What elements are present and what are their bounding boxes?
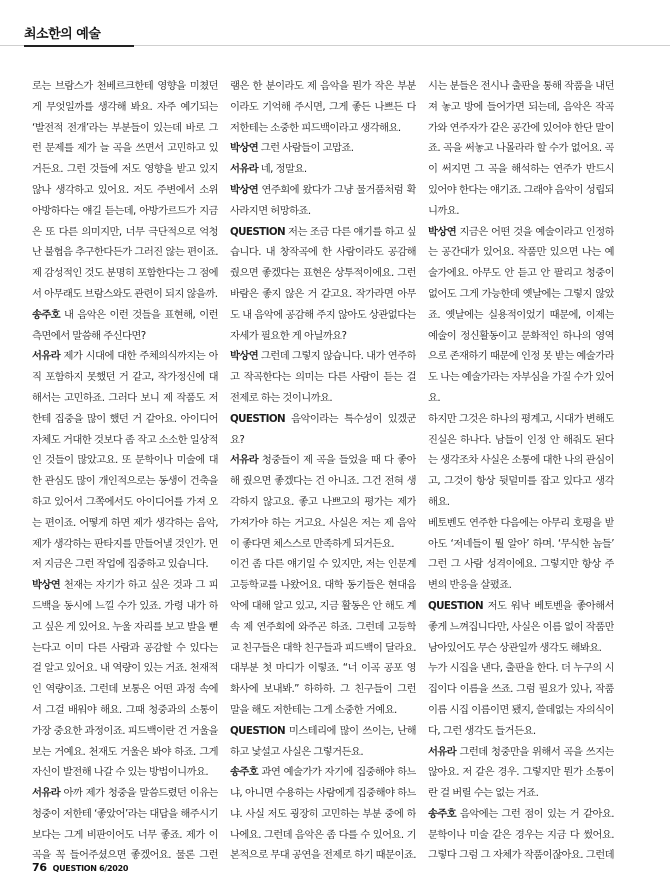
paragraph-text: 시는 분들은 전시나 출판을 통해 작품을 내던져 놓고 방에 들어가면 되는데, 음악은 작곡가와 연주자가 같은 공간에 있어야 한단 말이죠. 곡을 써놓고 나몰라라 할 수가 없어요. 곡이 써지면 그 곡을 해석하는 연주가 반드시 있어야 한다는 얘기죠. 그래야 음악이 성립되니까요. [428,80,614,217]
speaker-label: 박상연 [428,225,457,238]
speaker-label: QUESTION [230,724,285,737]
page-number: 76 [32,861,47,874]
paragraph [230,180,416,222]
paragraph [428,222,614,409]
speaker-label: 송주호 [428,807,457,820]
paragraph [428,742,614,804]
paragraph [230,721,416,763]
page-folio [32,861,128,874]
speaker-label: 박상연 [32,579,61,592]
paragraph [32,346,218,575]
paragraph-text: 그런 사람들이 고맙죠. [260,142,354,155]
section-title: 최소한의 예술 [24,27,101,42]
paragraph [428,513,614,596]
paragraph-text: 로는 브람스가 천베르크한테 영향을 미쳤던 게 무엇일까를 생각해 봐요. 자주 예기되는 ‘발전적 전개’라는 부분들이 있는데 바로 그런 문제를 제가 늘 곡을 쓰면서 고민하고 있거든요. 그런 것들에 저도 영향을 받고 있지 않나 생각하고 있어요. 저도 주변에서 소위 아방하다는 얘길 듣는데, 아방가르드가 지금은 또 다른 의미지만, 너무 극단적으로 억청난 불협음 추구한다든가 그러진 않는 편이죠. 제 감성적인 것도 분명히 포함한다는 그 점에서 아무래도 브람스와도 관련이 되지 않을까. [32,80,218,300]
speaker-label: 서유라 [32,350,61,363]
paragraph [428,409,614,513]
paragraph-text: 미스테리에 많이 쓰이는, 난해하고 낯설고 사실은 그렇거든요. [230,724,416,758]
paragraph-text: 음악이라는 특수성이 있겠군요? [230,412,416,446]
paragraph-text: 저는 조금 다른 얘기를 하고 싶습니다. 내 창작곡에 한 사람이라도 공감해 줬으면 좋겠다는 표현은 상투적이에요. 그런 바람은 좋지 않은 거 같고요. 작가라면 아무도 내 음악에 공감해 주지 않아도 상관없다는 자세가 필요한 게 아닐까요? [230,225,416,342]
paragraph-text: 램은 한 분이라도 제 음악을 뭔가 작은 부분이라도 기억해 주시면, 그게 좋든 나쁘든 다 저한테는 소중한 피드백이라고 생각해요. [230,80,416,134]
speaker-label: QUESTION [230,225,285,238]
speaker-label: 박상연 [230,350,259,363]
paragraph [230,450,416,554]
header-rule-accent [24,45,134,47]
paragraph [230,222,416,347]
speaker-label: 박상연 [230,183,259,196]
paragraph-text: 네, 정말요. [260,163,307,176]
text-column-1 [32,76,218,866]
paragraph-text: 그런데 청중만을 위해서 곡을 쓰지는 않아요. 저 같은 경우. 그렇지만 뭔가 소통이란 걸 버릴 수는 없는 거죠. [428,745,614,800]
paragraph [230,138,416,159]
text-column-3 [428,76,614,866]
speaker-label: 서유라 [428,745,457,758]
paragraph-text: 지금은 어떤 것을 예술이라고 인정하는 공간대가 있어요. 작품만 있으면 나는 예술가에요. 아무도 안 듣고 안 팔리고 청중이 없어도 그게 가능한데 옛날에는 그렇지 않았죠. 옛날에는 실용적이었기 때문에, 이제는 예술이 정신활동이고 문화적인 하나의 영역으로 존재하기 때문에 인정 못 받는 예술가라도 나는 예술가라는 자부심을 가질 수가 있어요. [428,225,614,404]
speaker-label: 송주호 [230,766,259,779]
magazine-issue: QUESTION 6/2020 [52,864,129,873]
paragraph [32,575,218,783]
paragraph-text: 천재는 자기가 하고 싶은 것과 그 피드백을 동시에 느낄 수가 있죠. 가령 내가 하고 싶은 게 있어요. 누울 자리를 보고 발을 뻗는다고 이미 다른 사람과 공감할 수 있다는 걸 알고 있어요. 내 역량이 있는 거죠. 천재적인 역량이죠. 그런데 보통은 어떤 과정 속에서 그걸 배워야 해요. 그때 청중과의 소통이 가장 중요한 과정이죠. 피드백이란 건 거울을 보는 거예요. 천재도 거울은 봐야 하죠. 그게 자신이 발전해 나갈 수 있는 방법이니까요. [32,579,218,779]
paragraph [32,76,218,305]
paragraph [32,783,218,866]
speaker-label: 송주호 [32,308,61,321]
speaker-label: 서유라 [230,454,259,467]
paragraph-text: 저도 워낙 베토벤을 좋아해서 좋게 느껴집니다만, 사실은 이름 없이 작품만 남아있어도 무슨 상관일까 생각도 해봐요. [428,599,614,654]
paragraph-text: 하지만 그것은 하나의 평계고, 시대가 변해도 진실은 하나다. 남들이 인정 안 해줘도 된다는 생각조차 사실은 소통에 대한 나의 관심이고, 그것이 항상 뒷덜미를 잡고 있다고 생각해요. [428,412,614,508]
paragraph [428,76,614,222]
paragraph [230,762,416,866]
paragraph-text: 음악에는 그런 점이 있는 거 같아요. 문학이나 미술 같은 경우는 지금 다 썼어요. 그렇다 그럼 그 자체가 작품이잖아요. 그런데 [428,807,614,862]
paragraph-text: 이건 좀 다른 얘기일 수 있지만, 저는 인문계 고등학교를 나왔어요. 대학 동기들은 현대음악에 대해 알고 있고, 지금 활동은 안 해도 계속 제 연주회에 와주곤 하죠. 그런데 고등학교 친구들은 대학 친구들과 피드백이 달라요. 대부분 첫 마디가 이렇죠. “너 이곡 공포 영화사에 보내봐.” 하하하. 그 친구들이 그런 말을 해도 저한테는 그게 소중한 거예요. [230,558,416,716]
paragraph [230,76,416,138]
speaker-label: QUESTION [230,412,285,425]
speaker-label: 박상연 [230,142,259,155]
paragraph [32,305,218,347]
paragraph-text: 아까 제가 청중을 말씀드렸던 이유는 청중이 저한테 ‘좋았어’라는 대답을 해주시기보다는 그게 비판이어도 너무 좋죠. 제가 이 곡을 꼭 들어주셨으면 좋겠어요. 물론 그런 [32,787,218,862]
paragraph-text: 과연 예술가가 자기에 집중해야 하느냐, 아니면 수용하는 사람에게 집중해야 하느냐. 사실 저도 굉장히 고민하는 부분 중에 하나에요. 그런데 음악은 좀 다를 수 있어요. 기본적으로 무대 공연을 전제로 하기 때문이죠. [230,766,416,862]
paragraph-text: 연주회에 왔다가 그냥 물거품처럼 확 사라지면 허망하죠. [230,183,416,217]
paragraph [428,596,614,658]
paragraph [230,159,416,180]
paragraph-text: 그런데 그렇지 않습니다. 내가 연주하고 작곡한다는 의미는 다른 사람이 듣는 걸 전제로 하는 것이니까요. [230,350,416,404]
paragraph [230,346,416,408]
speaker-label: 서유라 [230,163,259,176]
paragraph-text: 청중들이 제 곡을 들었을 때 다 좋아해 줬으면 좋겠다는 건 아니죠. 그건 전혀 생각하지 않고요. 좋고 나쁘고의 평가는 제가 가져가야 하는 거고요. 사실은 저는 제 음악이 좋다면 체스스로 만족하게 되거든요. [230,454,416,550]
text-column-2 [230,76,416,866]
paragraph-text: 제가 시대에 대한 주체의식까지는 아직 포함하지 못했던 거 같고, 작가정신에 대해서는 고민하죠. 그러다 보니 제 작품도 저한테 집중을 많이 했던 거 같아요. 아이디어 자체도 거대한 것보다 좀 작고 소소한 일상적인 것들이 많았고요. 또 문학이나 미술에 대한 관심도 많이 개인적으로는 동생이 건축을 하고 있어서 그쪽에서도 아이디어를 가져 오는 편이죠. 어떻게 하면 제가 생각하는 음악, 제가 생각하는 판타지를 만들어낼 것인가. 먼저 지금은 그런 작업에 집중하고 있습니다. [32,350,218,571]
paragraph-text: 누가 시집을 낸다, 출판을 한다. 더 누구의 시집이다 이름을 쓰죠. 그럼 필요가 있나, 작품 이름 시집 이름이면 됐지, 쓸데없는 자의식이다, 그런 생각도 들거든요. [428,662,614,737]
paragraph-text: 베토벤도 연주한 다음에는 아무리 호평을 받아도 ‘저네들이 뭘 알아’ 하며. ‘무식한 놈들’ 그런 그 사람 성격이에요. 그렇지만 항상 주변의 반응을 살폈죠. [428,516,614,592]
paragraph [230,554,416,720]
paragraph [230,409,416,451]
paragraph-text: 내 음악은 이런 것들을 표현해, 이런 측면에서 말씀해 주신다면? [32,308,218,342]
speaker-label: QUESTION [428,599,483,612]
speaker-label: 서유라 [32,787,61,800]
paragraph [428,804,614,866]
paragraph [428,658,614,741]
